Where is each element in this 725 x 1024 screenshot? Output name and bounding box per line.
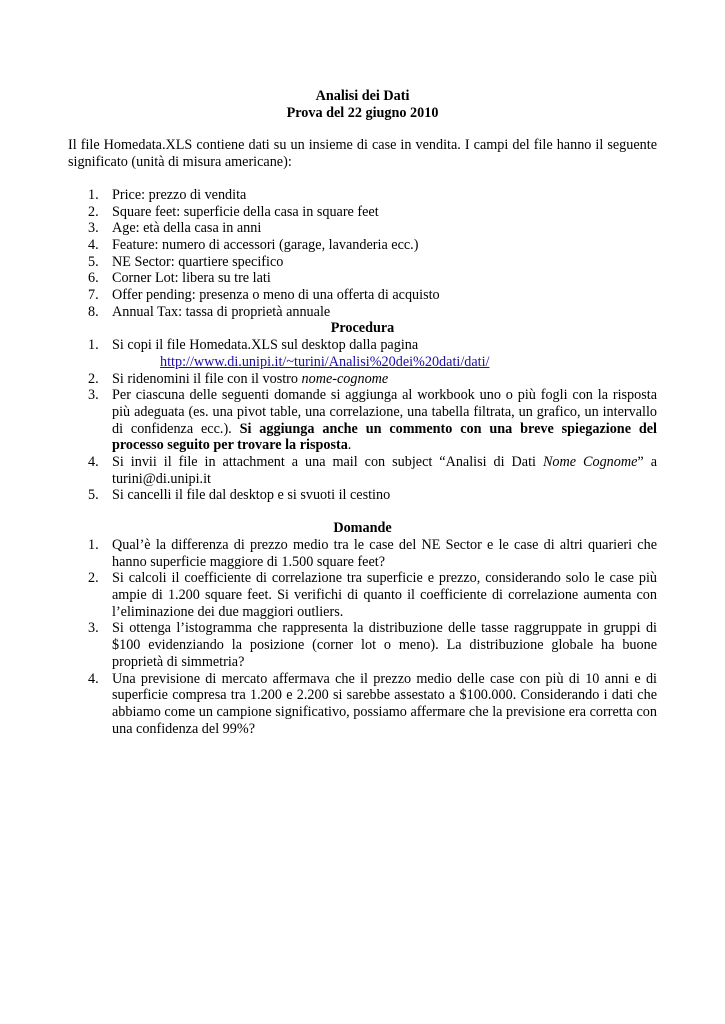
- list-number: 2.: [88, 570, 99, 587]
- list-text: Si copi il file Homedata.XLS sul desktop dalla pagina: [112, 337, 419, 354]
- list-number: 2.: [88, 203, 99, 220]
- list-text: Si invii il file in attachment a una mail con subject “Analisi di Dati: [112, 454, 543, 471]
- list-item: [68, 620, 657, 670]
- list-text: Una previsione di mercato affermava che il prezzo medio delle case con più di 10 anni e di superficie compresa tra 1.200 e 2.200 si sarebbe assestato a $100.000. Considerando i dati che abbiamo come un campione significativo, possiamo affermare che la previsione era corretta con una confidenza del 99%?: [112, 670, 657, 737]
- list-item: [68, 671, 657, 738]
- procedura-list: [68, 337, 657, 504]
- list-item: [68, 220, 657, 237]
- procedura-heading: Procedura: [330, 320, 395, 337]
- list-text: Si ottenga l’istogramma che rappresenta la distribuzione delle tasse raggruppate in gruppi di $100 evidenziando la posizione (corner lot o meno). La distribuzione globale ha buone proprietà di simmetria?: [112, 620, 657, 670]
- list-text: Corner Lot: libera su tre lati: [112, 270, 271, 287]
- document-subtitle: Prova del 22 giugno 2010: [286, 104, 439, 121]
- list-text-end: .: [347, 437, 352, 454]
- list-text: Si calcoli il coefficiente di correlazione tra superficie e prezzo, considerando solo le case più ampie di 1.200 square feet. Si verifichi di quanto il coefficiente di correlazione aumenta con l’eliminazione dei due maggiori outliers.: [112, 570, 657, 620]
- domande-heading: Domande: [333, 520, 392, 537]
- list-number: 3.: [88, 620, 99, 637]
- document-title: Analisi dei Dati: [315, 88, 410, 104]
- list-number: 6.: [88, 270, 99, 287]
- list-text: NE Sector: quartiere specifico: [112, 253, 284, 270]
- list-text-bold: Si aggiunga anche un commento con una breve spiegazione del processo seguito per trovare la risposta: [112, 420, 657, 454]
- list-number: 1.: [88, 536, 99, 553]
- list-number: 5.: [88, 487, 99, 504]
- list-item: [68, 287, 657, 304]
- list-number: 1.: [88, 337, 99, 354]
- list-text-end: ” a turini@di.unipi.it: [112, 454, 657, 487]
- list-text-italic: nome-cognome: [301, 370, 389, 387]
- list-item: [68, 204, 657, 221]
- list-text: Feature: numero di accessori (garage, lavanderia ecc.): [112, 236, 419, 253]
- list-text: Age: età della casa in anni: [112, 220, 262, 237]
- list-item: [68, 304, 657, 321]
- list-item: [68, 487, 657, 504]
- list-text: Qual’è la differenza di prezzo medio tra le case del NE Sector e le case di altri quarieri che hanno superficie maggiore di 1.500 square feet?: [112, 536, 657, 570]
- list-number: 4.: [88, 454, 99, 471]
- list-number: 3.: [88, 220, 99, 237]
- list-item: [68, 387, 657, 454]
- list-text: Price: prezzo di vendita: [112, 186, 247, 203]
- list-number: 4.: [88, 670, 99, 687]
- intro-paragraph: Il file Homedata.XLS contiene dati su un insieme di case in vendita. I campi del file hanno il seguente significato (unità di misura americane):: [68, 137, 657, 171]
- list-item: [68, 187, 657, 204]
- list-number: 1.: [88, 186, 99, 203]
- list-item: [68, 454, 657, 487]
- list-number: 7.: [88, 287, 99, 304]
- domande-list: [68, 537, 657, 737]
- data-page-link[interactable]: http://www.di.unipi.it/~turini/Analisi%20dei%20dati/dati/: [160, 353, 490, 370]
- list-text: Si cancelli il file dal desktop e si svuoti il cestino: [112, 487, 391, 504]
- list-number: 3.: [88, 387, 99, 404]
- list-text: Per ciascuna delle seguenti domande si aggiunga al workbook uno o più fogli con la risposta più adeguata (es. una pivot table, una correlazione, una tabella filtrata, un grafico, un intervallo di confidenza ecc.).: [112, 387, 657, 437]
- list-text-italic: Nome Cognome: [542, 454, 638, 471]
- list-number: 8.: [88, 303, 99, 320]
- list-text: Square feet: superficie della casa in square feet: [112, 203, 379, 220]
- list-item: [68, 371, 657, 388]
- list-item: [68, 537, 657, 570]
- list-text: Si ridenomini il file con il vostro: [112, 370, 302, 387]
- list-item: [68, 570, 657, 620]
- list-item: [68, 337, 657, 370]
- list-number: 2.: [88, 370, 99, 387]
- list-number: 5.: [88, 253, 99, 270]
- list-number: 4.: [88, 236, 99, 253]
- list-text: Annual Tax: tassa di proprietà annuale: [112, 303, 331, 320]
- fields-list: [68, 187, 657, 321]
- list-item: [68, 254, 657, 271]
- list-text: Offer pending: presenza o meno di una offerta di acquisto: [112, 287, 440, 304]
- list-item: [68, 270, 657, 287]
- list-item: [68, 237, 657, 254]
